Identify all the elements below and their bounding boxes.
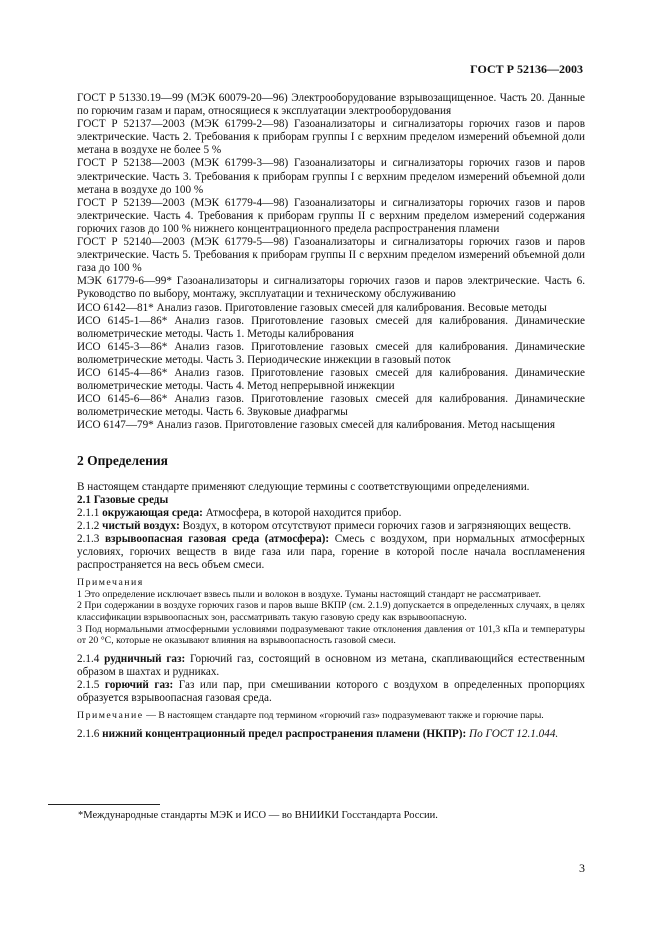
term-text: По ГОСТ 12.1.044. — [469, 727, 559, 740]
term-text: Атмосфера, в которой находится прибор. — [205, 506, 402, 519]
document-header: ГОСТ Р 52136—2003 — [470, 62, 583, 76]
footnote: *Международные стандарты МЭК и ИСО — во ВНИИКИ Госстандарта России. — [78, 810, 438, 821]
term-number: 2.1.2 — [77, 519, 100, 532]
footnote-divider — [48, 804, 160, 805]
page-number: 3 — [579, 861, 585, 875]
term-definition — [77, 679, 585, 705]
reference-item: ИСО 6145-4—86* Анализ газов. Приготовление газовых смесей для калибрования. Динамические волюметрические методы. Часть 4. Метод непрерывной инжекции — [77, 366, 585, 393]
term-name: чистый воздух: — [102, 519, 180, 532]
term-number: 2.1.1 — [77, 506, 100, 519]
term-text: Воздух, в котором отсутствуют примеси горючих газов и загрязняющих веществ. — [182, 519, 572, 532]
term-name: горючий газ: — [104, 678, 174, 691]
term-number: 2.1.5 — [77, 678, 100, 691]
reference-item: ИСО 6142—81* Анализ газов. Приготовление газовых смесей для калибрования. Весовые методы — [77, 301, 547, 314]
section-title: 2 Определения — [77, 453, 168, 469]
reference-item: ИСО 6145-3—86* Анализ газов. Приготовление газовых смесей для калибрования. Динамические волюметрические методы. Часть 3. Периодические инжекции в газовый поток — [77, 340, 585, 366]
reference-item: ИСО 6147—79* Анализ газов. Приготовление газовых смесей для калибрования. Метод насыщения — [77, 419, 556, 432]
term-number: 2.1.3 — [77, 532, 100, 545]
term-number: 2.1.4 — [77, 652, 100, 665]
note-item: 2 При содержании в воздухе горючих газов и паров выше ВКПР (см. 2.1.9) допускается в определенных случаях, в целях классификации взрывоопасных зон, рассматривать такую газовую среду как взрывоопасную. — [77, 600, 585, 623]
page-content — [77, 92, 585, 741]
note-item: 1 Это определение исключает взвесь пыли и волокон в воздухе. Туманы настоящий стандарт не рассматривает. — [77, 588, 541, 600]
term-name: рудничный газ: — [104, 652, 186, 665]
term-text: Газ или пар, при смешивании которого с воздухом в определенных пропорциях образуется взрывоопасная газовая среда. — [77, 678, 586, 705]
term-number: 2.1.6 — [77, 727, 100, 740]
notes-title: Примечания — [77, 577, 144, 589]
section-intro: В настоящем стандарте применяют следующие термины с соответствующими определениями. — [77, 480, 530, 493]
subsection-title: 2.1 Газовые среды — [77, 493, 169, 506]
term-text: Смесь с воздухом, при нормальных атмосферных условиях, горючих веществ в виде газа или пара, горение в которой после начала воспламенения распространяется на весь объем смеси. — [77, 532, 585, 572]
term-name: окружающая среда: — [102, 506, 203, 519]
normative-references — [77, 92, 585, 432]
term-definition — [77, 533, 585, 572]
term-name: нижний концентрационный предел распространения пламени (НКПР): — [102, 727, 467, 740]
note-block — [77, 710, 585, 722]
reference-item: ГОСТ Р 52140—2003 (МЭК 61779-5—98) Газоанализаторы и сигнализаторы горючих газов и паров электрические. Часть 5. Требования к приборам группы II с верхним пределом измерений объемной доли газа до 100 % — [77, 236, 585, 275]
note-label: Примечание — [77, 710, 144, 722]
reference-item: ГОСТ Р 52137—2003 (МЭК 61799-2—98) Газоанализаторы и сигнализаторы горючих газов и паров электрические. Часть 2. Требования к приборам группы I с верхним пределом измерений объемной доли метана в воздухе не более 5 % — [77, 118, 585, 157]
reference-item: ГОСТ Р 52138—2003 (МЭК 61799-3—98) Газоанализаторы и сигнализаторы горючих газов и паров электрические. Часть 3. Требования к приборам группы I с верхним пределом измерений объемной доли метана в воздухе до 100 % — [77, 157, 585, 196]
reference-item: ГОСТ Р 52139—2003 (МЭК 61779-4—98) Газоанализаторы и сигнализаторы горючих газов и паров электрические. Часть 4. Требования к приборам группы II с верхним пределом измерений содержания горючих газов до 100 % нижнего концентрационного предела распространения пламени — [77, 196, 585, 235]
note-text: — В настоящем стандарте под термином «горючий газ» подразумевают также и горючие пары. — [146, 710, 544, 722]
term-text: Горючий газ, состоящий в основном из метана, скапливающийся естественным образом в шахтах и рудниках. — [77, 652, 586, 678]
term-definition — [77, 728, 585, 741]
term-definition — [77, 507, 585, 520]
notes-block — [77, 577, 585, 647]
reference-item: ГОСТ Р 51330.19—99 (МЭК 60079-20—96) Электрооборудование взрывозащищенное. Часть 20. Данные по горючим газам и парам, относящиеся к эксплуатации электрооборудования — [77, 92, 585, 118]
reference-item: ИСО 6145-6—86* Анализ газов. Приготовление газовых смесей для калибрования. Динамические волюметрические методы. Часть 6. Звуковые диафрагмы — [77, 393, 585, 419]
term-name: взрывоопасная газовая среда (атмосфера): — [104, 532, 330, 545]
note-item — [77, 710, 585, 722]
reference-item: МЭК 61779-6—99* Газоанализаторы и сигнализаторы горючих газов и паров электрические. Часть 6. Руководство по выбору, монтажу, эксплуатации и техническому обслуживанию — [77, 275, 585, 301]
note-item: 3 Под нормальными атмосферными условиями подразумевают такие отклонения давления от 101,3 кПа и температуры от 20 °С, которые не оказывают влияния на взрывоопасность газовой смеси. — [77, 623, 585, 647]
reference-item: ИСО 6145-1—86* Анализ газов. Приготовление газовых смесей для калибрования. Динамические волюметрические методы. Часть 1. Методы калибрования — [77, 314, 585, 340]
term-definition — [77, 653, 585, 679]
term-definition — [77, 520, 585, 533]
